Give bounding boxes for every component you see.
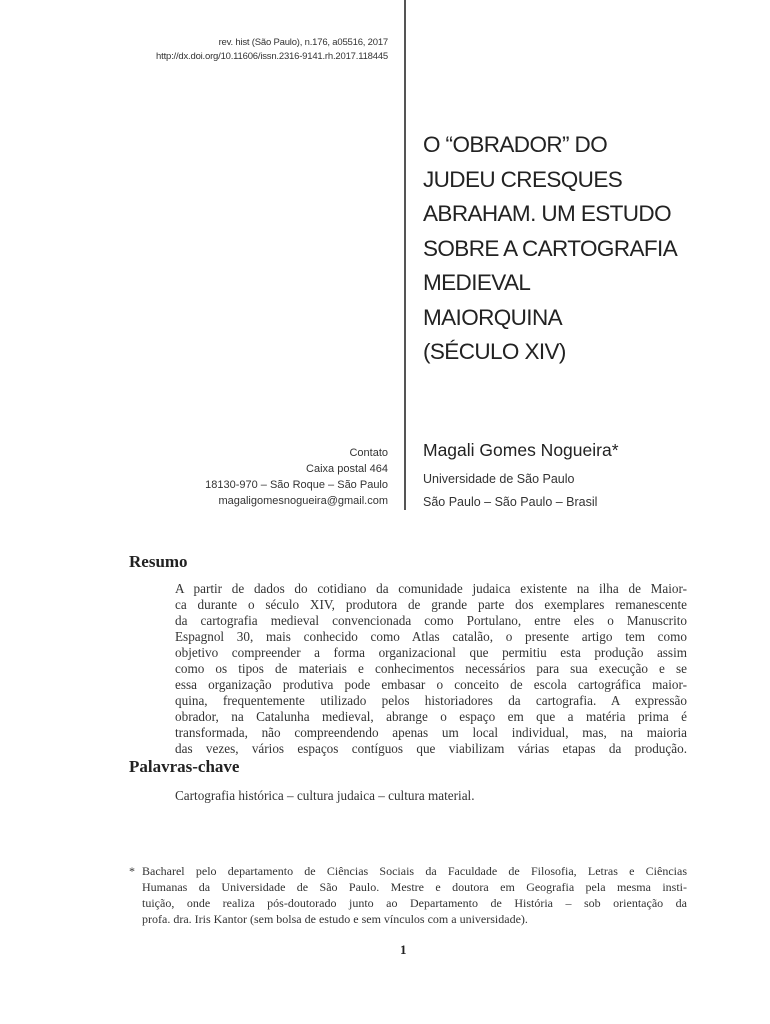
footnote-marker: * xyxy=(129,864,135,878)
abstract-line: A partir de dados do cotidiano da comunidade judaica existente na ilha de Maior- xyxy=(175,581,687,596)
abstract-line: ca durante o século XIV, produtora de grande parte dos exemplares remanescente xyxy=(175,597,687,612)
contact-address: 18130-970 – São Roque – São Paulo xyxy=(205,479,388,491)
contact-postal-box: Caixa postal 464 xyxy=(306,463,388,475)
abstract-line: obrador, na Catalunha medieval, abrange o espaço em que a matéria prima é xyxy=(175,709,687,724)
footnote xyxy=(129,863,687,927)
abstract-body xyxy=(175,581,687,757)
journal-citation xyxy=(156,36,388,64)
contact-email: magaligomesnogueira@gmail.com xyxy=(218,495,388,507)
affiliation-location: São Paulo – São Paulo – Brasil xyxy=(423,495,598,509)
keywords-heading: Palavras-chave xyxy=(129,757,240,776)
abstract-line: objetivo compreender a forma organizacional que permitiu esta produção assim xyxy=(175,645,687,660)
title-line: O “OBRADOR” DO xyxy=(423,132,608,157)
contact-label: Contato xyxy=(349,447,388,459)
abstract-line: das vezes, vários espaços contíguos que viabilizam várias etapas da produção. xyxy=(175,741,687,756)
abstract-line: Espagnol 30, mais conhecido como Atlas catalão, o presente artigo tem como xyxy=(175,629,687,644)
abstract-line: transformada, não compreendendo apenas um local individual, mas, na maioria xyxy=(175,725,687,740)
author-affiliation xyxy=(423,468,597,514)
author-name: Magali Gomes Nogueira* xyxy=(423,440,619,460)
title-line: (SÉCULO XIV) xyxy=(423,339,566,364)
vertical-divider xyxy=(404,0,406,510)
title-line: SOBRE A CARTOGRAFIA xyxy=(423,235,678,261)
title-line: JUDEU CRESQUES xyxy=(423,166,623,192)
footnote-line: Humanas da Universidade de São Paulo. Mestre e doutora em Geografia pela mesma insti- xyxy=(142,880,687,894)
abstract-line: essa organização produtiva pode embasar o conceito de escola cartográfica maior- xyxy=(175,677,687,692)
keywords-text: Cartografia histórica – cultura judaica – cultura material. xyxy=(175,788,475,803)
abstract-line: como os tipos de materiais e conhecimentos necessários para sua execução e se xyxy=(175,661,687,676)
contact-block xyxy=(205,445,388,509)
abstract-line: da cartografia medieval convencionada como Portulano, entre eles o Manuscrito xyxy=(175,613,687,628)
footnote-line: profa. dra. Iris Kantor (sem bolsa de estudo e sem vínculos com a universidade). xyxy=(142,912,528,926)
abstract-line: quina, frequentemente utilizado pelos historiadores da cartografia. A expressão xyxy=(175,693,687,708)
title-line: MEDIEVAL xyxy=(423,270,531,295)
page-number: 1 xyxy=(400,942,407,957)
abstract-heading: Resumo xyxy=(129,552,188,571)
article-title xyxy=(423,128,753,370)
footnote-text xyxy=(142,863,687,927)
footnote-line: tuição, onde realiza pós-doutorado junto ao Departamento de História – sob orientação da xyxy=(142,896,687,910)
citation-doi: http://dx.doi.org/10.11606/issn.2316-9141.rh.2017.118445 xyxy=(156,51,388,62)
footnote-line: Bacharel pelo departamento de Ciências Sociais da Faculdade de Filosofia, Letras e Ciências xyxy=(142,864,687,878)
title-line: ABRAHAM. UM ESTUDO xyxy=(423,201,671,226)
citation-reference: rev. hist (São Paulo), n.176, a05516, 2017 xyxy=(218,37,388,48)
affiliation-university: Universidade de São Paulo xyxy=(423,472,575,486)
title-line: MAIORQUINA xyxy=(423,304,563,330)
